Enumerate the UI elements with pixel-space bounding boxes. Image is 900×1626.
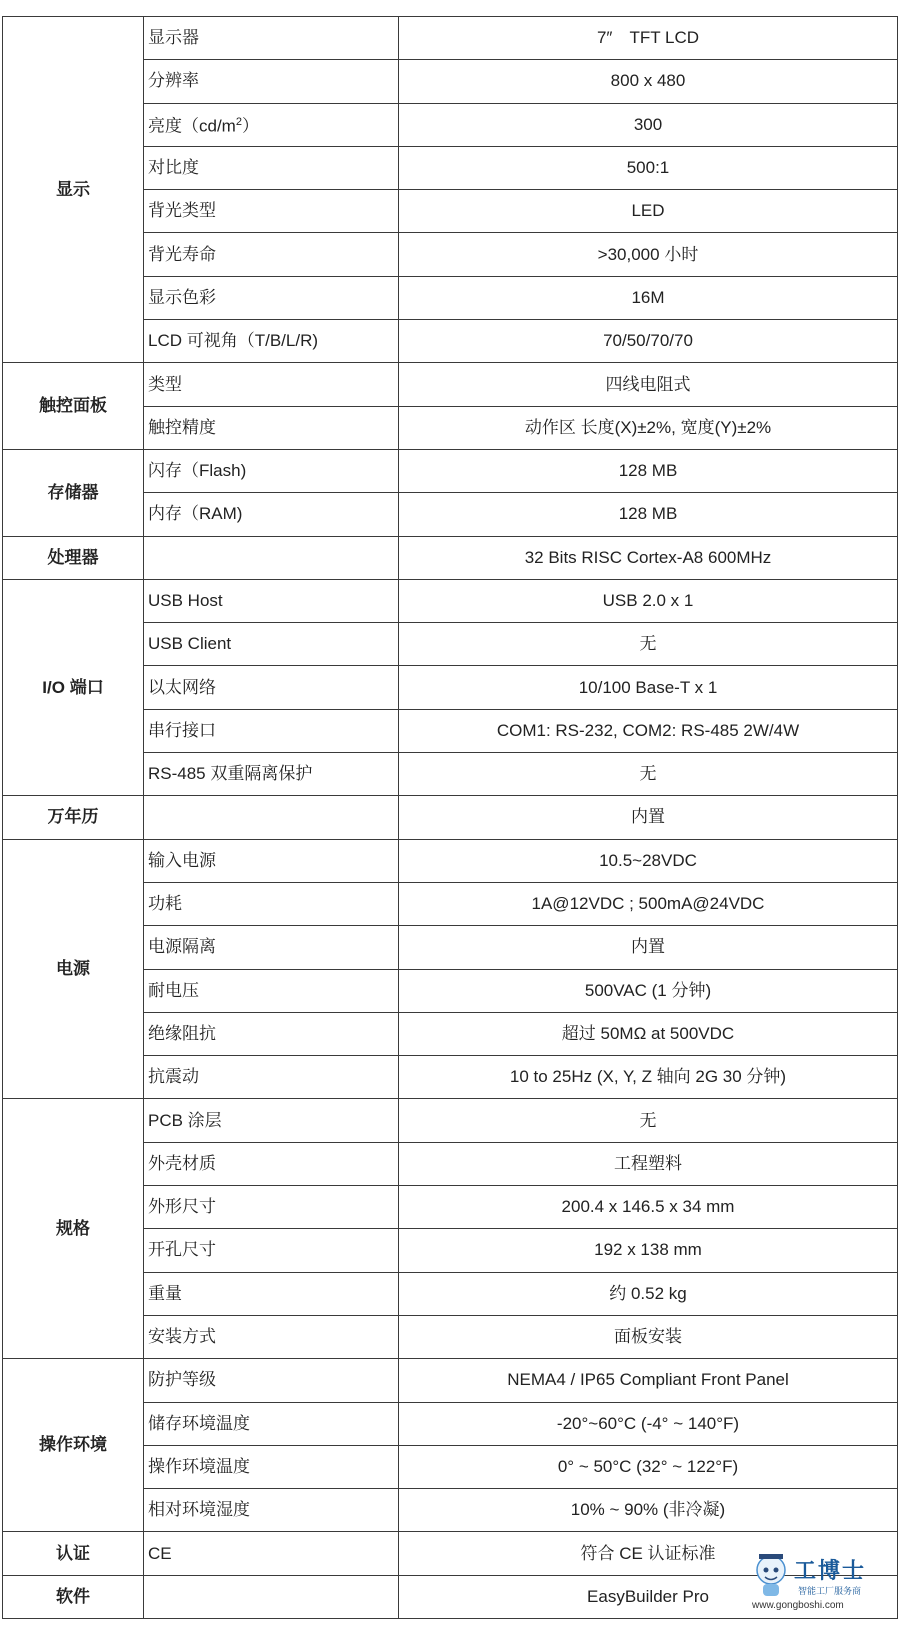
spec-value: 无 [399, 623, 898, 666]
spec-value: 四线电阻式 [399, 363, 898, 406]
spec-value: 800 x 480 [399, 60, 898, 103]
spec-value: 动作区 长度(X)±2%, 宽度(Y)±2% [399, 406, 898, 449]
table-row [3, 536, 898, 579]
watermark-subtitle: 智能工厂服务商 [798, 1586, 862, 1596]
spec-value: 无 [399, 1099, 898, 1142]
spec-value: 内置 [399, 926, 898, 969]
spec-item [144, 17, 399, 60]
spec-item-label: 耐电压 [148, 980, 199, 1000]
section-category: 软件 [3, 1575, 144, 1618]
section-category: I/O 端口 [3, 579, 144, 795]
table-row [3, 17, 898, 60]
spec-item [144, 839, 399, 882]
spec-item [144, 1402, 399, 1445]
spec-item-label: 显示色彩 [148, 287, 216, 307]
spec-item [144, 1229, 399, 1272]
spec-item-label: 操作环境温度 [148, 1456, 250, 1476]
spec-item-label: 背光寿命 [148, 244, 216, 264]
spec-value: >30,000 小时 [399, 233, 898, 276]
section-category: 操作环境 [3, 1359, 144, 1532]
spec-value: -20°~60°C (-4° ~ 140°F) [399, 1402, 898, 1445]
section-category: 电源 [3, 839, 144, 1099]
spec-item [144, 796, 399, 839]
spec-value: 面板安装 [399, 1315, 898, 1358]
spec-item [144, 579, 399, 622]
spec-item [144, 190, 399, 233]
section-category: 显示 [3, 17, 144, 363]
spec-value: 工程塑料 [399, 1142, 898, 1185]
spec-item [144, 320, 399, 363]
section-category: 处理器 [3, 536, 144, 579]
table-row [3, 796, 898, 839]
spec-value: 0° ~ 50°C (32° ~ 122°F) [399, 1445, 898, 1488]
mascot-icon [748, 1548, 794, 1604]
spec-item [144, 233, 399, 276]
spec-value: LED [399, 190, 898, 233]
spec-item-label: 对比度 [148, 158, 199, 178]
spec-item-label: 重量 [148, 1283, 182, 1303]
spec-item-tail: ） [241, 117, 259, 137]
spec-item-label: 防护等级 [148, 1370, 216, 1390]
spec-item-label: 安装方式 [148, 1327, 216, 1347]
table-row [3, 1099, 898, 1142]
spec-item-label: 相对环境湿度 [148, 1500, 250, 1520]
watermark [746, 1548, 896, 1614]
spec-item [144, 1315, 399, 1358]
spec-value: EasyBuilder Pro [399, 1575, 898, 1618]
spec-item-label: 亮度（cd/m [148, 117, 236, 137]
spec-value: 10/100 Base-T x 1 [399, 666, 898, 709]
spec-item [144, 1575, 399, 1618]
spec-item-label: 串行接口 [148, 720, 216, 740]
spec-item-label: 背光类型 [148, 201, 216, 221]
section-category: 认证 [3, 1532, 144, 1575]
spec-item [144, 709, 399, 752]
spec-value: 200.4 x 146.5 x 34 mm [399, 1186, 898, 1229]
spec-value: COM1: RS-232, COM2: RS-485 2W/4W [399, 709, 898, 752]
spec-table [2, 16, 898, 1619]
spec-item-label: LCD 可视角（T/B/L/R) [148, 331, 319, 351]
spec-item [144, 1359, 399, 1402]
spec-value: 10% ~ 90% (非冷凝) [399, 1489, 898, 1532]
spec-value: 无 [399, 753, 898, 796]
spec-item [144, 926, 399, 969]
spec-item-label: 输入电源 [148, 850, 216, 870]
spec-item [144, 60, 399, 103]
spec-item-label: CE [148, 1543, 172, 1563]
spec-item [144, 103, 399, 146]
spec-item [144, 406, 399, 449]
spec-value: 192 x 138 mm [399, 1229, 898, 1272]
spec-item-superscript: 2 [235, 116, 242, 129]
spec-item [144, 493, 399, 536]
spec-value: 128 MB [399, 449, 898, 492]
spec-value: USB 2.0 x 1 [399, 579, 898, 622]
spec-value: 10 to 25Hz (X, Y, Z 轴向 2G 30 分钟) [399, 1056, 898, 1099]
spec-value: 内置 [399, 796, 898, 839]
section-category: 存储器 [3, 449, 144, 536]
spec-item [144, 969, 399, 1012]
spec-table-body [3, 17, 898, 1619]
spec-value: 7″ TFT LCD [399, 17, 898, 60]
spec-item [144, 666, 399, 709]
spec-value: 128 MB [399, 493, 898, 536]
spec-item [144, 1532, 399, 1575]
spec-item-label: 电源隔离 [148, 937, 216, 957]
spec-item-label: 外形尺寸 [148, 1197, 216, 1217]
spec-item-label: 以太网络 [148, 677, 216, 697]
spec-item [144, 146, 399, 189]
spec-value: 约 0.52 kg [399, 1272, 898, 1315]
section-category: 触控面板 [3, 363, 144, 450]
spec-item [144, 1272, 399, 1315]
spec-value: 500VAC (1 分钟) [399, 969, 898, 1012]
spec-value: 1A@12VDC ; 500mA@24VDC [399, 882, 898, 925]
spec-item-label: 开孔尺寸 [148, 1240, 216, 1260]
spec-value: 32 Bits RISC Cortex-A8 600MHz [399, 536, 898, 579]
table-row [3, 1359, 898, 1402]
section-category: 规格 [3, 1099, 144, 1359]
spec-item-label: 功耗 [148, 894, 182, 914]
spec-item-label: 外壳材质 [148, 1153, 216, 1173]
spec-value: 超过 50MΩ at 500VDC [399, 1012, 898, 1055]
spec-item [144, 1056, 399, 1099]
spec-value: 70/50/70/70 [399, 320, 898, 363]
spec-item-label: PCB 涂层 [148, 1110, 222, 1130]
spec-item [144, 449, 399, 492]
spec-item [144, 536, 399, 579]
spec-item [144, 1012, 399, 1055]
spec-item-label: 抗震动 [148, 1067, 199, 1087]
spec-item [144, 363, 399, 406]
spec-item-label: 显示器 [148, 28, 199, 48]
spec-item-label: USB Host [148, 591, 223, 610]
spec-item [144, 882, 399, 925]
spec-item [144, 1489, 399, 1532]
spec-item [144, 1099, 399, 1142]
spec-value: 16M [399, 276, 898, 319]
spec-item-label: USB Client [148, 634, 232, 654]
spec-item [144, 1142, 399, 1185]
spec-item-label: 内存（RAM) [148, 504, 243, 524]
section-category: 万年历 [3, 796, 144, 839]
spec-item [144, 753, 399, 796]
table-row [3, 449, 898, 492]
spec-value: 500:1 [399, 146, 898, 189]
spec-item-label: 绝缘阻抗 [148, 1023, 216, 1043]
spec-item-label: 储存环境温度 [148, 1413, 250, 1433]
table-row [3, 579, 898, 622]
spec-item-label: RS-485 双重隔离保护 [148, 764, 313, 784]
spec-item [144, 1186, 399, 1229]
spec-value: NEMA4 / IP65 Compliant Front Panel [399, 1359, 898, 1402]
spec-value: 符合 CE 认证标准 [399, 1532, 898, 1575]
spec-item-label: 类型 [148, 374, 182, 394]
spec-item [144, 276, 399, 319]
spec-item-label: 分辨率 [148, 71, 199, 91]
table-row [3, 839, 898, 882]
spec-item-label: 触控精度 [148, 417, 216, 437]
spec-item [144, 1445, 399, 1488]
spec-item [144, 623, 399, 666]
spec-value: 300 [399, 103, 898, 146]
watermark-brand: 工博士 [794, 1558, 867, 1584]
spec-value: 10.5~28VDC [399, 839, 898, 882]
watermark-url: www.gongboshi.com [752, 1600, 844, 1611]
spec-item-label: 闪存（Flash) [148, 461, 247, 481]
table-row [3, 363, 898, 406]
